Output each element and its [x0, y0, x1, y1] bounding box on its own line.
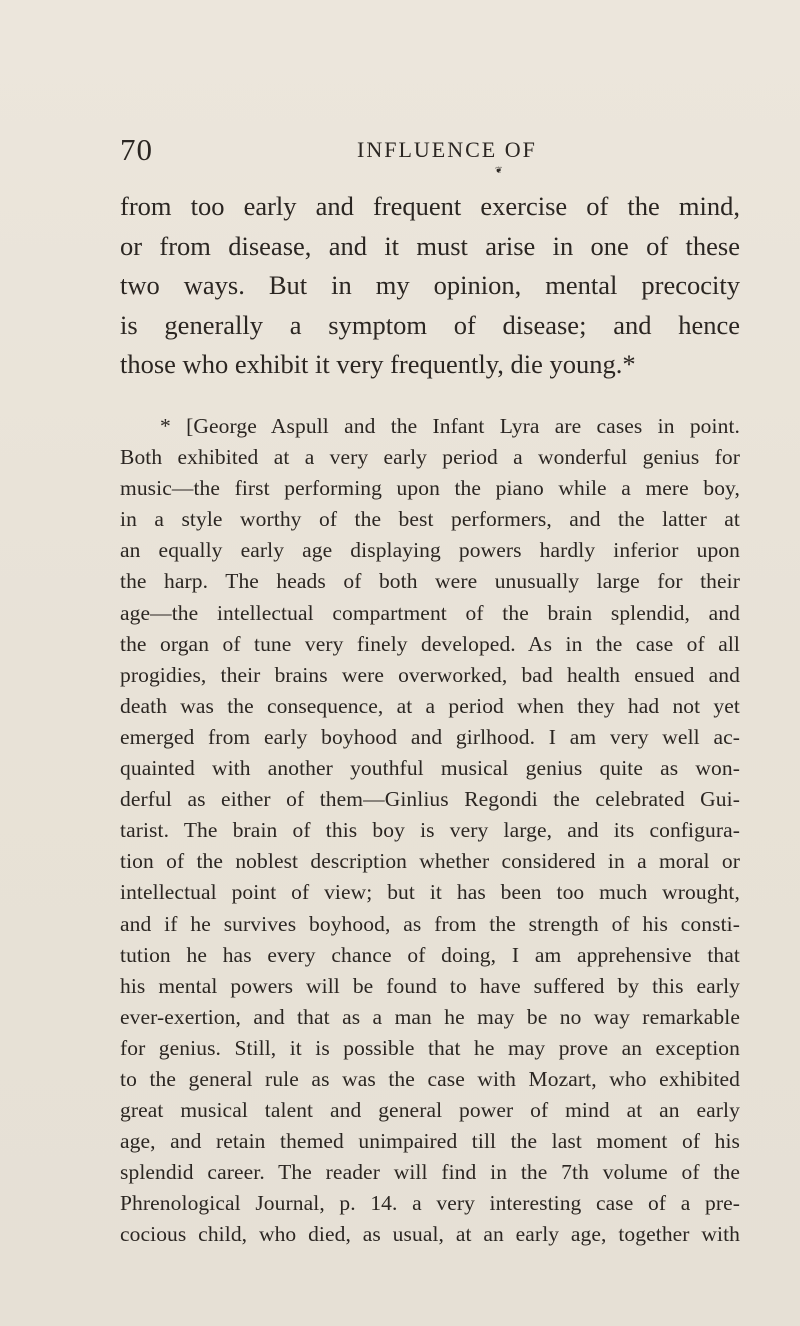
footnote-line: Phrenological Journal, p. 14. a very interesting case of a pre-	[120, 1191, 740, 1216]
running-title: INFLUENCE OF	[357, 137, 537, 162]
footnote-line: to the general rule as was the case with Mozart, who exhibited	[120, 1066, 740, 1091]
body-line: those who exhibit it very frequently, die young.*	[120, 349, 636, 379]
footnote	[120, 411, 740, 1251]
footnote-line: an equally early age displaying powers hardly inferior upon	[120, 538, 740, 563]
footnote-line: progidies, their brains were overworked, bad health ensued and	[120, 662, 740, 687]
footnote-line: tution he has every chance of doing, I am apprehensive that	[120, 942, 740, 967]
running-head	[120, 134, 680, 174]
footnote-line: derful as either of them—Ginlius Regondi the celebrated Gui-	[120, 787, 740, 812]
footnote-line: the harp. The heads of both were unusually large for their	[120, 569, 740, 594]
footnote-line: intellectual point of view; but it has been too much wrought,	[120, 880, 740, 905]
footnote-line: the organ of tune very finely developed. As in the case of all	[120, 631, 740, 656]
footnote-line: Both exhibited at a very early period a wonderful genius for	[120, 445, 740, 470]
footnote-line: emerged from early boyhood and girlhood. I am very well ac-	[120, 724, 740, 749]
ornament-icon: ❦	[495, 165, 503, 175]
footnote-line: death was the consequence, at a period when they had not yet	[120, 693, 740, 718]
footnote-line: and if he survives boyhood, as from the strength of his consti-	[120, 911, 740, 936]
footnote-line: great musical talent and general power of mind at an early	[120, 1098, 740, 1123]
footnote-line: his mental powers will be found to have suffered by this early	[120, 973, 740, 998]
body-line: two ways. But in my opinion, mental precocity	[120, 270, 740, 300]
footnote-line: * [George Aspull and the Infant Lyra are cases in point.	[160, 414, 740, 438]
body-line: or from disease, and it must arise in one of these	[120, 230, 740, 261]
footnote-line: age, and retain themed unimpaired till the last moment of his	[120, 1129, 740, 1154]
footnote-line: tion of the noblest description whether considered in a moral or	[120, 849, 740, 874]
footnote-line: in a style worthy of the best performers, and the latter at	[120, 507, 740, 532]
footnote-line: ever-exertion, and that as a man he may be no way remarkable	[120, 1004, 740, 1029]
footnote-line: for genius. Still, it is possible that he may prove an exception	[120, 1035, 740, 1060]
body-line: from too early and frequent exercise of the mind,	[120, 191, 740, 221]
body-paragraph	[120, 187, 740, 385]
body-line: is generally a symptom of disease; and hence	[120, 309, 740, 340]
footnote-line: cocious child, who died, as usual, at an early age, together with	[120, 1222, 740, 1247]
footnote-line: splendid career. The reader will find in the 7th volume of the	[120, 1160, 740, 1185]
page-number: 70	[120, 132, 153, 167]
footnote-line: age—the intellectual compartment of the brain splendid, and	[120, 600, 740, 625]
footnote-line: music—the first performing upon the piano while a mere boy,	[120, 476, 740, 501]
footnote-line: quainted with another youthful musical genius quite as won-	[120, 756, 740, 781]
footnote-line: tarist. The brain of this boy is very large, and its configura-	[120, 818, 740, 843]
